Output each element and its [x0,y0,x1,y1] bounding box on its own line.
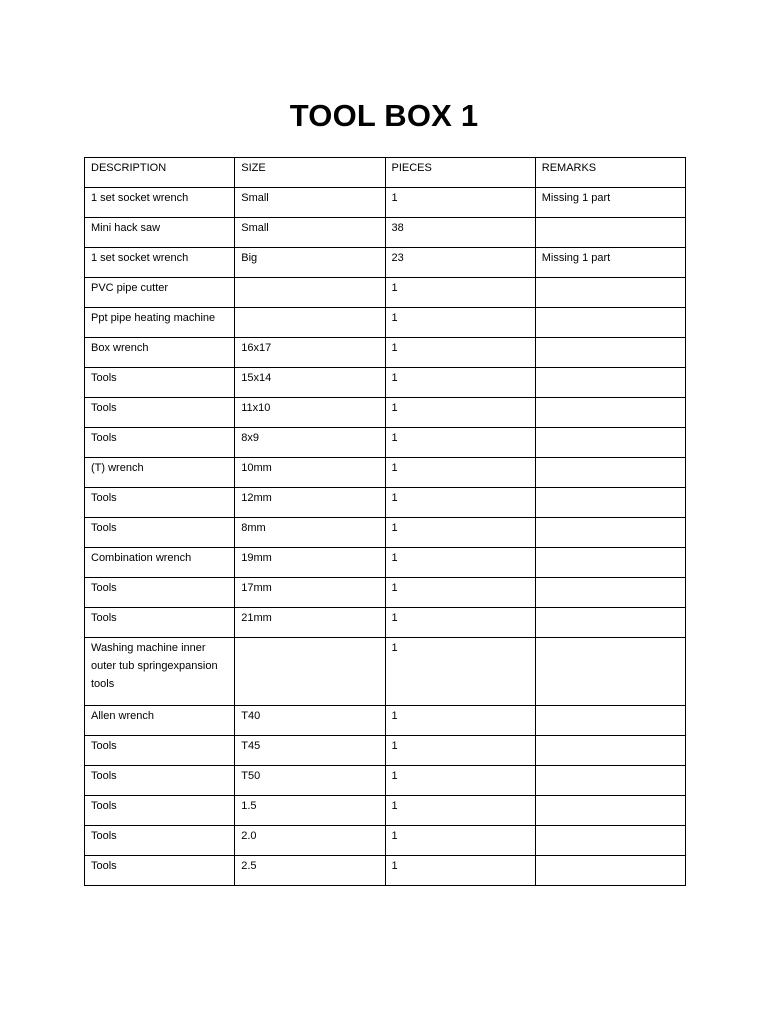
cell-size: Small [235,188,385,218]
cell-remarks [535,548,685,578]
table-row [85,796,686,826]
cell-description: Combination wrench [85,548,235,578]
cell-remarks [535,218,685,248]
cell-pieces: 1 [385,766,535,796]
cell-description: Ppt pipe heating machine [85,308,235,338]
cell-pieces: 1 [385,638,535,706]
cell-size: 16x17 [235,338,385,368]
cell-remarks [535,706,685,736]
cell-description: Tools [85,428,235,458]
table-row [85,368,686,398]
cell-description: Box wrench [85,338,235,368]
cell-pieces: 23 [385,248,535,278]
cell-description: (T) wrench [85,458,235,488]
cell-size: Big [235,248,385,278]
cell-remarks [535,578,685,608]
table-row [85,826,686,856]
cell-description: PVC pipe cutter [85,278,235,308]
cell-size: 17mm [235,578,385,608]
table-row [85,856,686,886]
cell-description: Tools [85,796,235,826]
cell-size: T40 [235,706,385,736]
table-row [85,308,686,338]
cell-size: 21mm [235,608,385,638]
cell-remarks [535,856,685,886]
cell-remarks [535,278,685,308]
table-row [85,338,686,368]
cell-size: 2.0 [235,826,385,856]
cell-pieces: 1 [385,548,535,578]
cell-remarks [535,398,685,428]
cell-size: 12mm [235,488,385,518]
cell-description: Tools [85,856,235,886]
cell-pieces: 1 [385,488,535,518]
cell-description: 1 set socket wrench [85,248,235,278]
table-row [85,518,686,548]
cell-remarks [535,826,685,856]
cell-pieces: 1 [385,458,535,488]
table-body [85,188,686,886]
cell-pieces: 1 [385,796,535,826]
table-row [85,608,686,638]
cell-description: Tools [85,368,235,398]
cell-remarks: Missing 1 part [535,188,685,218]
table-row [85,488,686,518]
cell-description: Tools [85,826,235,856]
cell-remarks [535,638,685,706]
table-row [85,458,686,488]
cell-size [235,278,385,308]
cell-pieces: 1 [385,736,535,766]
table-row [85,578,686,608]
header-description: DESCRIPTION [85,158,235,188]
cell-pieces: 1 [385,608,535,638]
cell-description: Washing machine inner outer tub springexpansion tools [85,638,235,706]
cell-description: Tools [85,518,235,548]
cell-remarks [535,368,685,398]
cell-pieces: 1 [385,188,535,218]
cell-description: Tools [85,766,235,796]
table-row [85,428,686,458]
cell-pieces: 1 [385,398,535,428]
cell-remarks [535,428,685,458]
cell-pieces: 38 [385,218,535,248]
cell-pieces: 1 [385,856,535,886]
table-row [85,398,686,428]
table-row [85,278,686,308]
cell-remarks [535,458,685,488]
cell-size [235,638,385,706]
cell-remarks [535,736,685,766]
cell-remarks [535,796,685,826]
cell-pieces: 1 [385,338,535,368]
cell-description: Allen wrench [85,706,235,736]
cell-size: T50 [235,766,385,796]
cell-remarks [535,338,685,368]
cell-size: 2.5 [235,856,385,886]
cell-description: 1 set socket wrench [85,188,235,218]
cell-size: T45 [235,736,385,766]
cell-pieces: 1 [385,428,535,458]
table-row [85,548,686,578]
cell-pieces: 1 [385,706,535,736]
cell-size: 10mm [235,458,385,488]
cell-pieces: 1 [385,518,535,548]
table-row [85,188,686,218]
cell-remarks [535,308,685,338]
table-row [85,766,686,796]
cell-pieces: 1 [385,826,535,856]
header-remarks: REMARKS [535,158,685,188]
cell-description: Tools [85,608,235,638]
cell-description: Tools [85,398,235,428]
header-size: SIZE [235,158,385,188]
header-pieces: PIECES [385,158,535,188]
table-row [85,736,686,766]
cell-description: Mini hack saw [85,218,235,248]
cell-description: Tools [85,736,235,766]
cell-remarks [535,488,685,518]
cell-pieces: 1 [385,368,535,398]
cell-size [235,308,385,338]
cell-size: Small [235,218,385,248]
table-row [85,248,686,278]
table-row [85,218,686,248]
cell-pieces: 1 [385,278,535,308]
table-row [85,706,686,736]
cell-remarks [535,518,685,548]
cell-pieces: 1 [385,308,535,338]
cell-remarks [535,608,685,638]
cell-size: 19mm [235,548,385,578]
cell-remarks [535,766,685,796]
cell-pieces: 1 [385,578,535,608]
cell-size: 15x14 [235,368,385,398]
cell-description: Tools [85,578,235,608]
cell-size: 1.5 [235,796,385,826]
cell-description: Tools [85,488,235,518]
table-row [85,638,686,706]
cell-remarks: Missing 1 part [535,248,685,278]
table-header-row [85,158,686,188]
page-title: TOOL BOX 1 [289,98,479,133]
cell-size: 8mm [235,518,385,548]
tool-table [84,157,686,886]
cell-size: 11x10 [235,398,385,428]
cell-size: 8x9 [235,428,385,458]
